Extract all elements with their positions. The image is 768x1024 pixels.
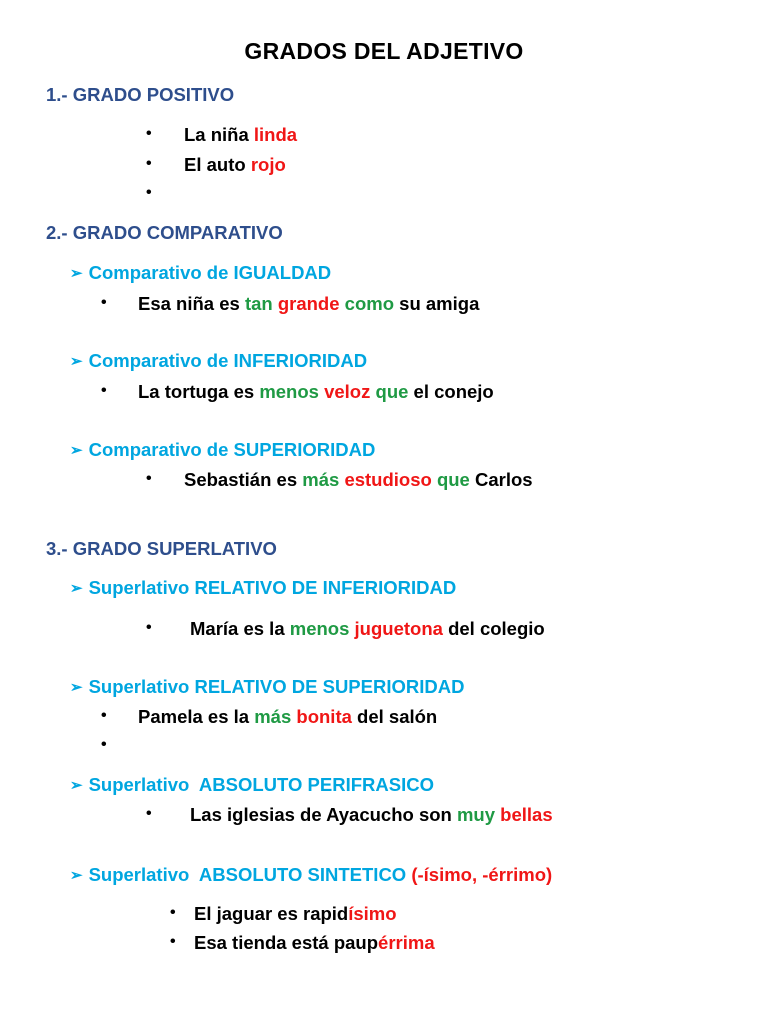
arrow-bullet-icon: ➢ xyxy=(70,679,83,696)
example-superlativo-absoluto-sintetico-2: Esa tienda está paupérrima xyxy=(194,932,435,953)
example-superlativo-relativo-inferioridad: María es la menos juguetona del colegio xyxy=(190,618,545,639)
example-comparativo-igualdad: Esa niña es tan grande como su amiga xyxy=(138,293,480,314)
subheading-superlativo-relativo-superioridad: ➢ Superlativo RELATIVO DE SUPERIORIDAD xyxy=(70,676,465,697)
subheading-comparativo-superioridad: ➢ Comparativo de SUPERIORIDAD xyxy=(70,439,376,460)
subheading-superlativo-absoluto-perifrasico: ➢ Superlativo ABSOLUTO PERIFRASICO xyxy=(70,774,434,795)
arrow-bullet-icon: ➢ xyxy=(70,580,83,597)
subheading-comparativo-igualdad: ➢ Comparativo de IGUALDAD xyxy=(70,262,332,283)
arrow-bullet-icon: ➢ xyxy=(70,777,83,794)
bullet-icon: • xyxy=(146,155,152,172)
bullet-icon: • xyxy=(101,707,107,724)
bullet-icon: • xyxy=(170,904,176,921)
section-heading-positivo: 1.- GRADO POSITIVO xyxy=(46,84,235,105)
suffix-list: (-ísimo, -érrimo) xyxy=(411,864,553,885)
example-comparativo-superioridad: Sebastián es más estudioso que Carlos xyxy=(184,469,533,490)
example-positivo-1: La niña linda xyxy=(184,124,298,145)
bullet-icon: • xyxy=(146,125,152,142)
subheading-superlativo-relativo-inferioridad: ➢ Superlativo RELATIVO DE INFERIORIDAD xyxy=(70,577,457,598)
bullet-icon: • xyxy=(101,382,107,399)
subheading-superlativo-absoluto-sintetico: ➢ Superlativo ABSOLUTO SINTETICO (-ísimo, -érrimo) xyxy=(70,864,553,885)
bullet-icon: • xyxy=(146,619,152,636)
example-comparativo-inferioridad: La tortuga es menos veloz que el conejo xyxy=(138,381,494,402)
bullet-icon: • xyxy=(101,736,107,753)
section-heading-superlativo: 3.- GRADO SUPERLATIVO xyxy=(46,538,277,559)
bullet-icon: • xyxy=(101,294,107,311)
example-superlativo-relativo-superioridad: Pamela es la más bonita del salón xyxy=(138,706,438,727)
arrow-bullet-icon: ➢ xyxy=(70,442,83,459)
bullet-icon: • xyxy=(146,805,152,822)
example-positivo-2: El auto rojo xyxy=(184,154,286,175)
arrow-bullet-icon: ➢ xyxy=(70,867,83,884)
page-title: GRADOS DEL ADJETIVO xyxy=(244,38,524,64)
example-superlativo-absoluto-sintetico-1: El jaguar es rapidísimo xyxy=(194,903,397,924)
subheading-comparativo-inferioridad: ➢ Comparativo de INFERIORIDAD xyxy=(70,350,368,371)
arrow-bullet-icon: ➢ xyxy=(70,353,83,370)
bullet-icon: • xyxy=(170,933,176,950)
bullet-icon: • xyxy=(146,184,152,201)
section-heading-comparativo: 2.- GRADO COMPARATIVO xyxy=(46,222,283,243)
example-superlativo-absoluto-perifrasico: Las iglesias de Ayacucho son muy bellas xyxy=(190,804,553,825)
bullet-icon: • xyxy=(146,470,152,487)
arrow-bullet-icon: ➢ xyxy=(70,265,83,282)
